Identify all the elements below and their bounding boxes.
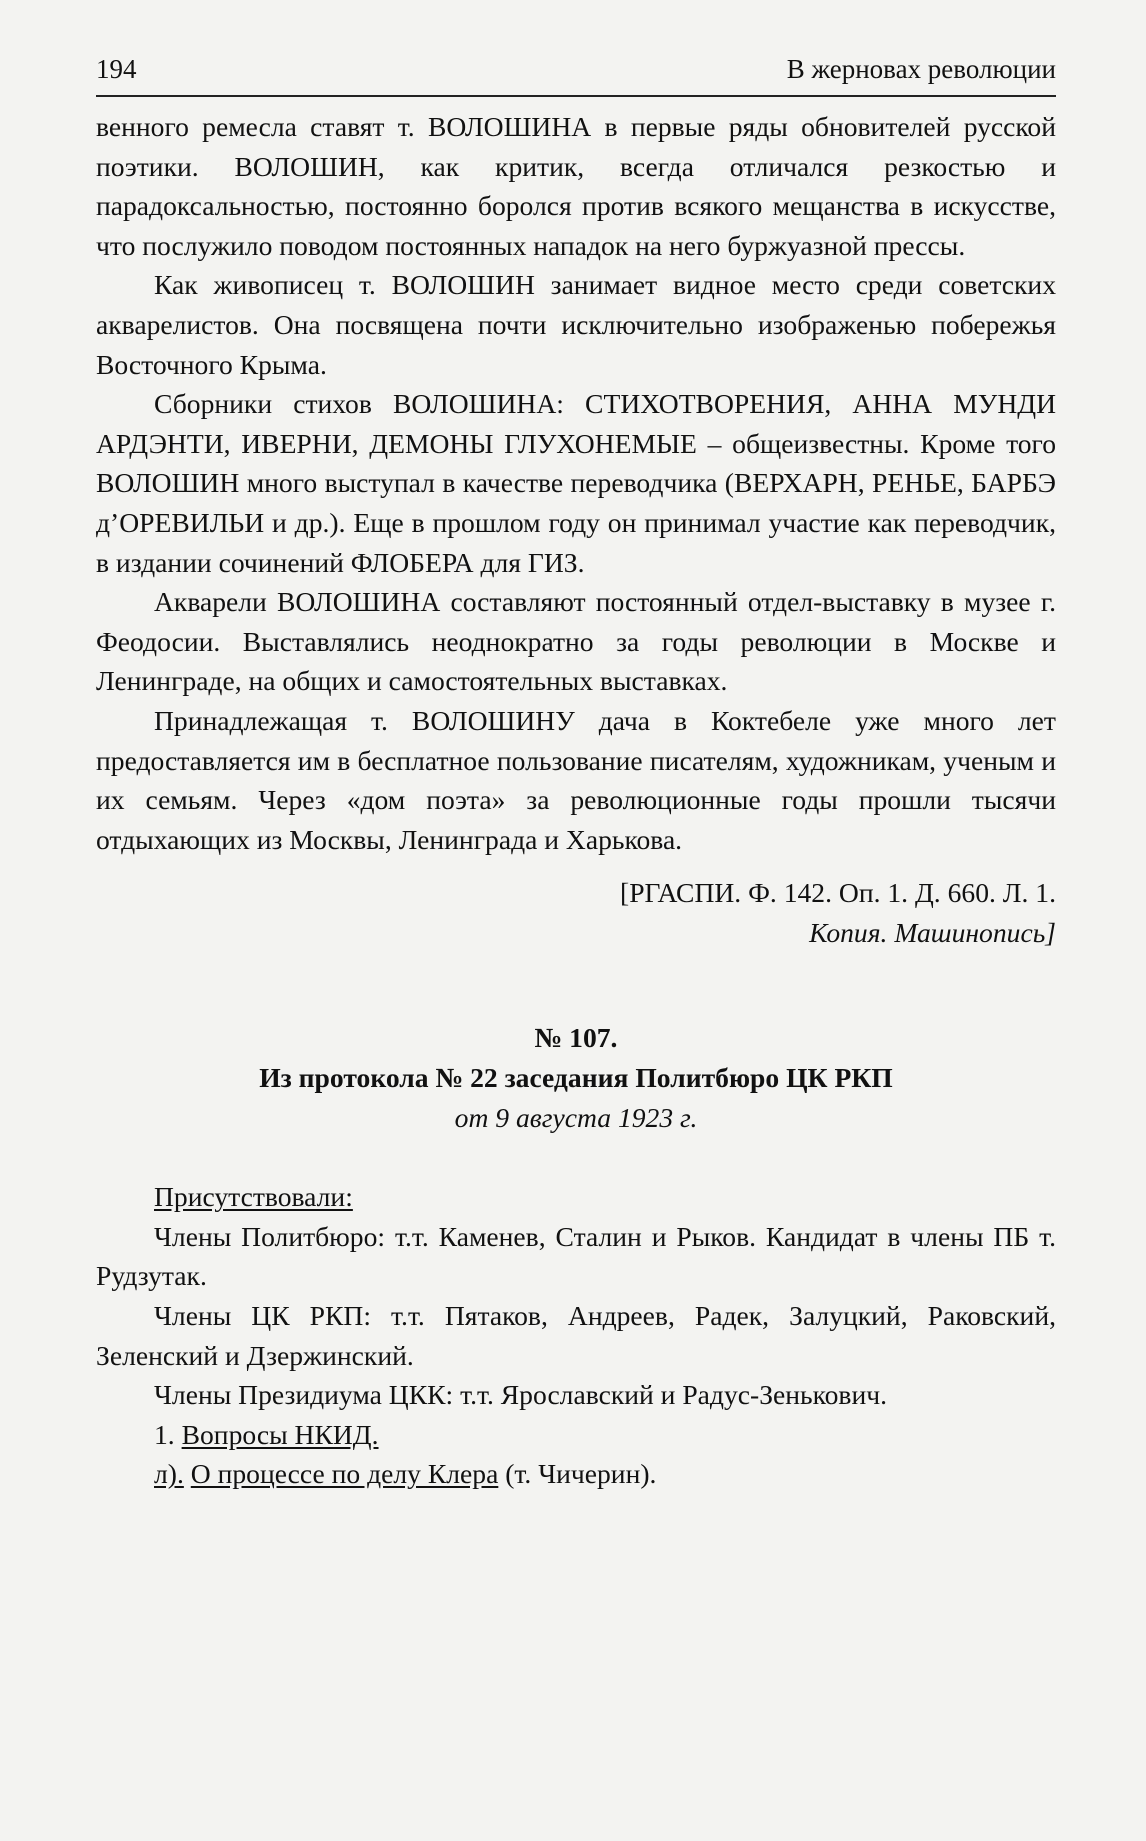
body-paragraph: Принадлежащая т. ВОЛОШИНУ дача в Коктебеле уже много лет предоставляется им в бесплатное пользование писателям, художникам, ученым и их семьям. Через «дом поэта» за революционные годы прошли тысячи отдыхающих из Москвы, Ленинграда и Харькова. <box>96 704 1056 855</box>
agenda-item <box>96 1415 1056 1455</box>
agenda-subitem-speaker: (т. Чичерин). <box>505 1458 657 1490</box>
attendance-label: Присутствовали: <box>154 1181 353 1213</box>
attendance-label-line <box>96 1177 1056 1217</box>
body-paragraph: Акварели ВОЛОШИНА составляют постоянный отдел-выставку в музее г. Феодосии. Выставлялись неоднократно за годы революции в Москве и Ленинграде, на общих и самостоятельных выставках. <box>96 586 1056 697</box>
attendance-presidium: Члены Президиума ЦКК: т.т. Ярославский и Радус-Зенькович. <box>154 1379 887 1411</box>
page-body <box>96 107 1056 1494</box>
attendance-cc: Члены ЦК РКП: т.т. Пятаков, Андреев, Радек, Залуцкий, Раковский, Зеленский и Дзержинский. <box>96 1300 1056 1371</box>
document-number: № 107. <box>534 1022 618 1054</box>
document-page <box>96 54 1056 1494</box>
agenda-subitem-text: О процессе по делу Клера <box>190 1458 499 1490</box>
agenda-subitem <box>96 1454 1056 1494</box>
agenda-subitem-letter: л). <box>154 1458 184 1490</box>
agenda-item-title: Вопросы НКИД. <box>181 1418 379 1450</box>
agenda-item-number: 1. <box>154 1418 175 1450</box>
body-paragraph: Сборники стихов ВОЛОШИНА: СТИХОТВОРЕНИЯ, АННА МУНДИ АРДЭНТИ, ИВЕРНИ, ДЕМОНЫ ГЛУХОНЕМЫЕ – общеизвестны. Кроме того ВОЛОШИН много выступал в качестве переводчика (ВЕРХАРН, РЕНЬЕ, БАРБЭ д’ОРЕВИЛЬИ и др.). Еще в прошлом году он принимал участие как переводчик, в издании сочинений ФЛОБЕРА для ГИЗ. <box>96 388 1056 578</box>
page-number: 194 <box>96 54 137 84</box>
running-title: В жерновах революции <box>786 54 1056 84</box>
body-paragraph: Как живописец т. ВОЛОШИН занимает видное место среди советских акварелистов. Она посвящена почти исключительно изображенью побережья Восточного Крыма. <box>96 269 1056 380</box>
document-title: Из протокола № 22 заседания Политбюро ЦК РКП <box>259 1062 893 1094</box>
body-paragraph: венного ремесла ставят т. ВОЛОШИНА в первые ряды обновителей русской поэтики. ВОЛОШИН, как критик, всегда отличался резкостью и парадоксальностью, постоянно боролся против всякого мещанства в искусстве, что послужило поводом постоянных нападок на него буржуазной прессы. <box>96 111 1056 261</box>
attendance-politburo: Члены Политбюро: т.т. Каменев, Сталин и Рыков. Кандидат в члены ПБ т. Рудзутак. <box>96 1220 1056 1292</box>
copy-note: Копия. Машинопись] <box>809 916 1056 948</box>
page-header <box>96 54 1056 97</box>
archive-reference: [РГАСПИ. Ф. 142. Оп. 1. Д. 660. Л. 1. <box>620 877 1056 909</box>
document-date: от 9 августа 1923 г. <box>454 1101 698 1133</box>
